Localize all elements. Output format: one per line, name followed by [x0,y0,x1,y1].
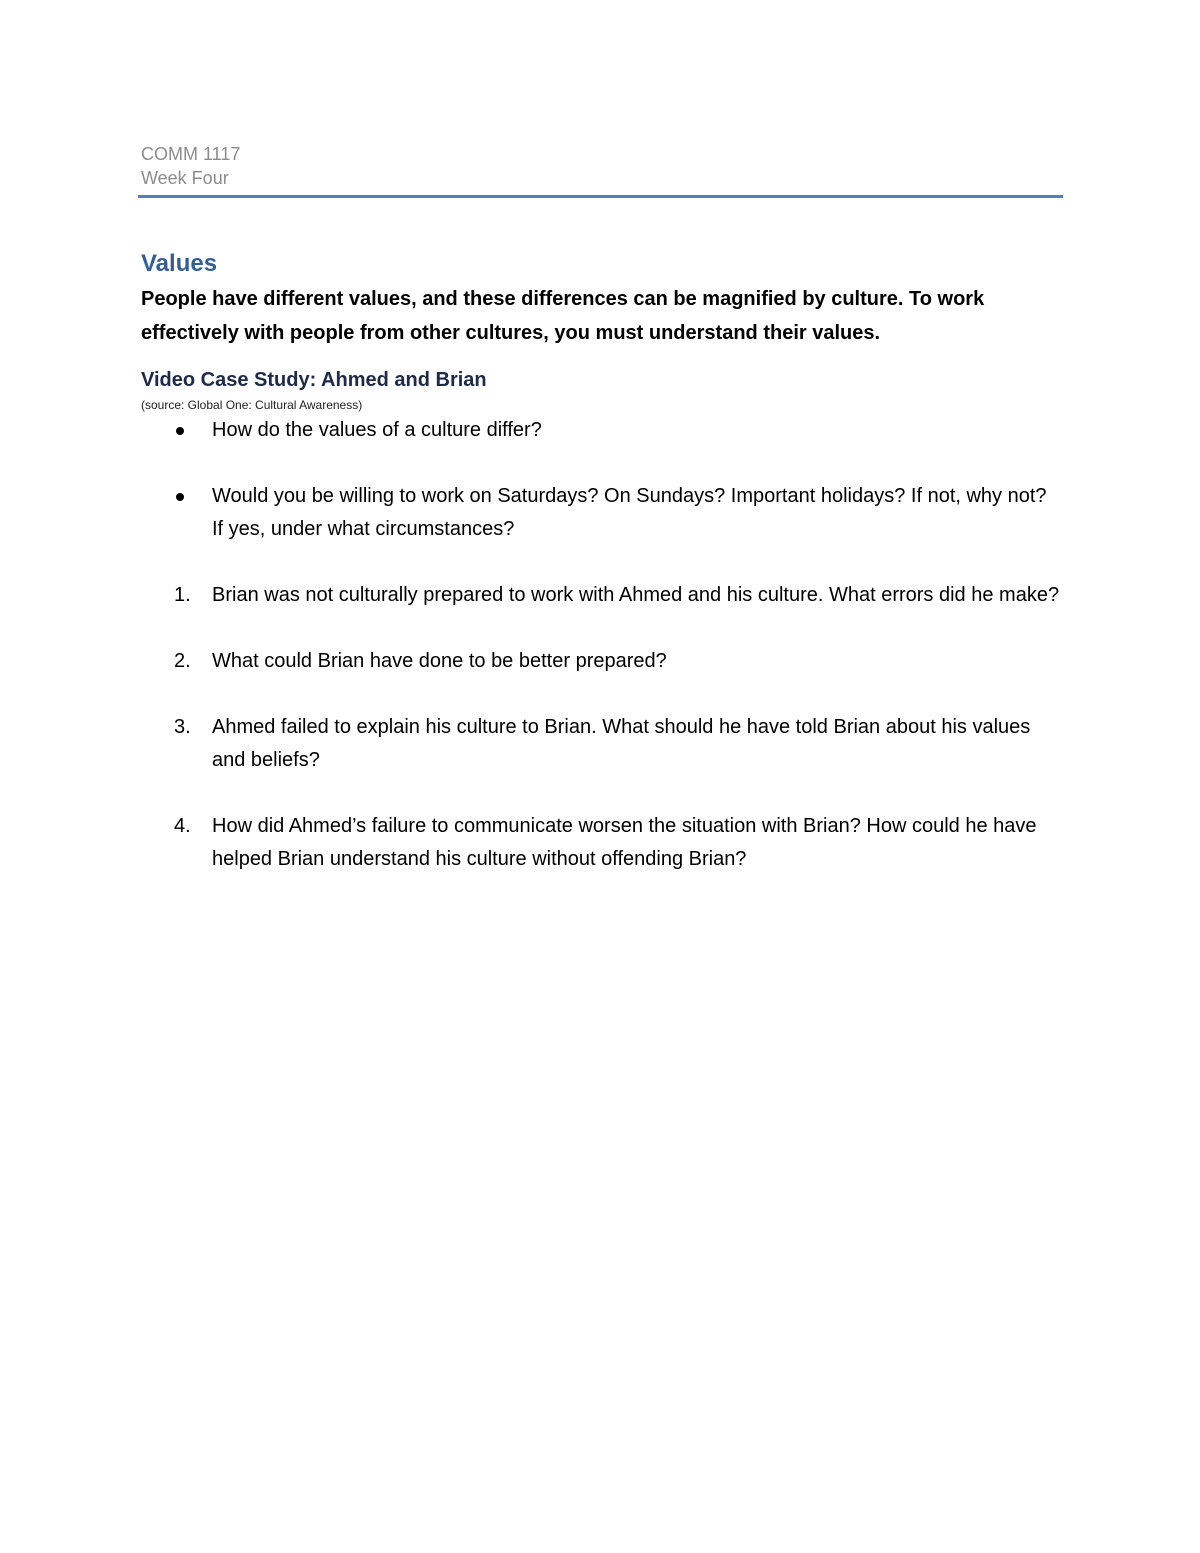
bullet-list [141,414,1063,546]
question-number: 2. [174,650,191,672]
document-body [141,248,1063,876]
question-item [141,579,1063,612]
intro-paragraph: People have different values, and these differences can be magnified by culture. To work effectively with people from other cultures, you must understand their values. [141,288,985,344]
question-text: Brian was not culturally prepared to work with Ahmed and his culture. What errors did he make? [212,584,1060,606]
question-number: 3. [174,716,191,738]
header-divider [138,195,1063,198]
question-text: What could Brian have done to be better prepared? [212,650,667,672]
question-item [141,711,1063,777]
question-list [141,579,1063,876]
bullet-dot-icon [176,427,184,435]
bullet-text: How do the values of a culture differ? [212,419,542,441]
page-header [141,142,1063,190]
bullet-item [141,414,1063,447]
question-number: 1. [174,584,191,606]
case-study-source: (source: Global One: Cultural Awareness) [141,398,363,412]
bullet-text: Would you be willing to work on Saturdays? On Sundays? Important holidays? If not, why not? If yes, under what circumstances? [212,485,1047,540]
section-heading: Values [141,250,218,277]
question-text: Ahmed failed to explain his culture to Brian. What should he have told Brian about his values and beliefs? [212,716,1031,771]
bullet-dot-icon [176,493,184,501]
question-text: How did Ahmed’s failure to communicate worsen the situation with Brian? How could he have helped Brian understand his culture without offending Brian? [212,815,1037,870]
question-item [141,645,1063,678]
question-number: 4. [174,815,191,837]
bullet-item [141,480,1063,546]
question-item [141,810,1063,876]
case-study-title: Video Case Study: Ahmed and Brian [141,369,487,391]
course-code: COMM 1117 [141,144,241,164]
week-label: Week Four [141,168,229,188]
